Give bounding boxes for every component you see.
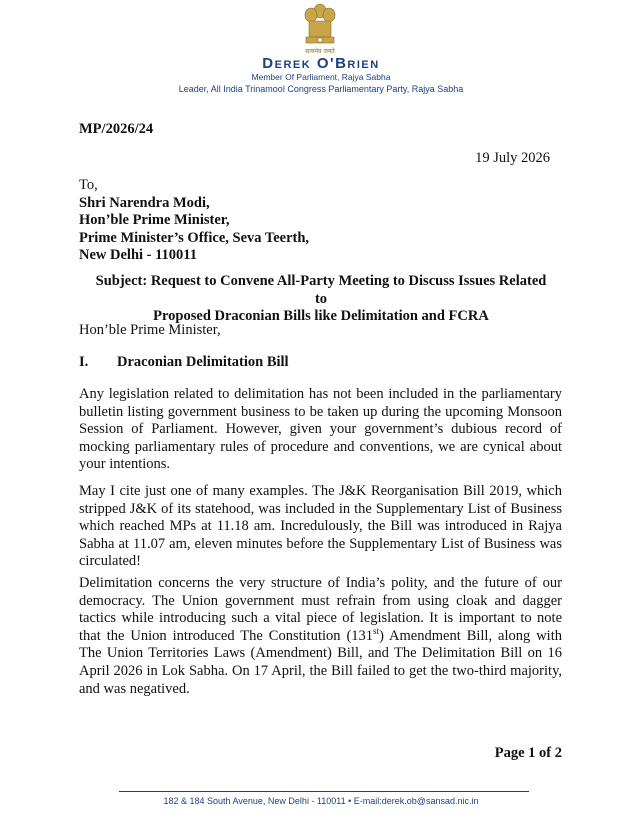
section-number: I.: [79, 354, 89, 370]
subject-line: Subject: Request to Convene All-Party Meeting to Discuss Issues Related to: [95, 273, 547, 307]
recipient-line: Prime Minister’s Office, Seva Teerth,: [79, 229, 310, 246]
footer-divider: [119, 791, 529, 792]
paragraph: [79, 575, 562, 698]
salutation: Hon’ble Prime Minister,: [79, 322, 221, 338]
paragraph-text: ) Amendment Bill, along with The Union Territories Laws (Amendment) Bill, and The Delimitation Bill on 16 April 2026 in Lok Sabha. On 17 April, the Bill failed to get the two-third majority, and was negatived.: [79, 627, 562, 697]
recipient-line: New Delhi - 110011: [79, 247, 198, 264]
recipient-line: Hon’ble Prime Minister,: [79, 212, 230, 229]
recipient-line: Shri Narendra Modi,: [79, 194, 210, 211]
to-label: To,: [79, 177, 98, 193]
recipient-address: [79, 177, 309, 265]
subject-line: Proposed Draconian Bills like Delimitation and FCRA: [153, 308, 489, 325]
superscript: st: [373, 625, 380, 636]
footer-address: 182 & 184 South Avenue, New Delhi - 110011 • E-mail:derek.ob@sansad.nic.in: [163, 796, 479, 806]
svg-text:सत्यमेव जयते: सत्यमेव जयते: [305, 48, 335, 55]
section-heading: [79, 354, 289, 372]
reference-number: MP/2026/24: [79, 121, 154, 137]
paragraph: Any legislation related to delimitation has not been included in the parliamentary bulletin listing government business to be taken up during the upcoming Monsoon Session of Parliament. However, given your government’s dubious record of mocking parliamentary rules of procedure and conventions, we are cynical about your intentions.: [79, 386, 562, 473]
paragraph-text: Delimitation concerns the very structure of India’s polity, and the future of our democracy. The Union government must refrain from using cloak and dagger tactics while introducing such a vital piece of legislation. It is important to note that the Union introduced The Constitution (131: [79, 575, 562, 644]
paragraph: May I cite just one of many examples. The J&K Reorganisation Bill 2019, which stripped J&K of its statehood, was included in the Supplementary List of Business which reached MPs at 11.18 am. Incredulously, the Bill was introduced in Rajya Sabha at 11.07 am, eleven minutes before the Supplementary List of Business was circulated!: [79, 483, 562, 570]
letterhead-name: Derek O'Brien: [262, 55, 380, 72]
section-title: Draconian Delimitation Bill: [117, 354, 289, 370]
letterhead-role: Member Of Parliament, Rajya Sabha: [251, 72, 391, 82]
letter-date: 19 July 2026: [475, 150, 550, 166]
page-number: Page 1 of 2: [494, 745, 562, 761]
subject: [90, 273, 552, 326]
national-emblem-icon: [300, 2, 340, 56]
letterhead-party: Leader, All India Trinamool Congress Parliamentary Party, Rajya Sabha: [178, 84, 464, 94]
